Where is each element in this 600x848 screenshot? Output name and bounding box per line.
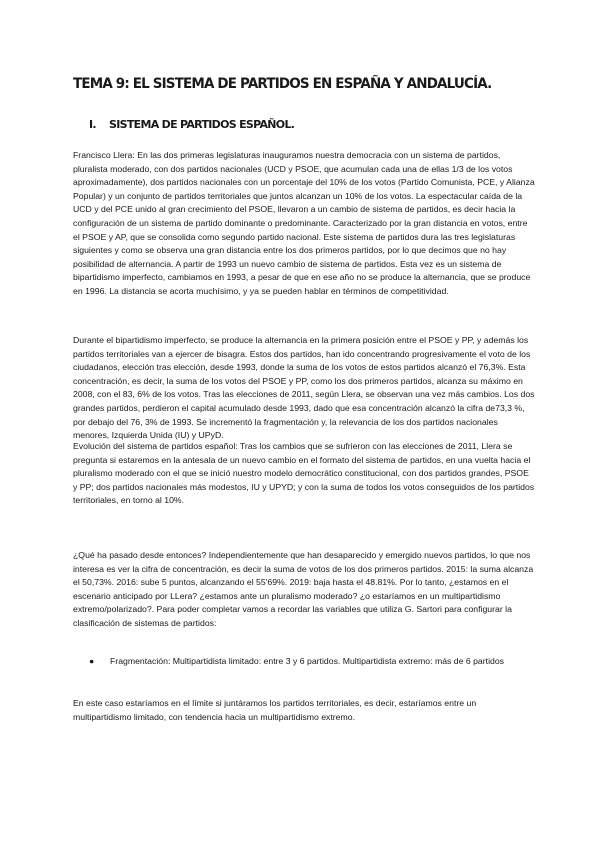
bullet-item-fragmentacion	[73, 655, 535, 669]
bullet-text: Fragmentación: Multipartidista limitado: entre 3 y 6 partidos. Multipartidista extremo: más de 6 partidos	[110, 656, 505, 666]
section-title: SISTEMA DE PARTIDOS ESPAÑOL.	[109, 118, 295, 131]
document-title: TEMA 9: EL SISTEMA DE PARTIDOS EN ESPAÑA Y ANDALUCÍA.	[73, 76, 492, 92]
section-heading	[89, 118, 294, 131]
bullet-icon: ●	[89, 656, 95, 666]
section-number: I.	[89, 118, 96, 131]
paragraph-conclusion: En este caso estaríamos en el límite si juntáramos los partidos territoriales, es decir, estaríamos entre un multipartidismo limitado, con tendencia hacia un multipartidismo extremo.	[73, 698, 477, 722]
paragraph-evolucion: Evolución del sistema de partidos español: Tras los cambios que se sufrieron con las elecciones de 2011, Llera se pregunta si estaremos en la antesala de un nuevo cambio en el formato del sistema de partidos, en una vuelta hacia el pluralismo moderado con el que se inició nuestro modelo democrático constitucional, con dos partidos grandes, PSOE y PP; dos partidos nacionales más modestos, IU y UPYD; y con la suma de todos los votos conseguidos de los partidos territoriales, en torno al 10%.	[73, 441, 535, 506]
paragraph-desde-entonces: ¿Qué ha pasado desde entonces? Independientemente que han desaparecido y emergido nuevos partidos, lo que nos interesa es ver la cifra de concentración, es decir la suma de votos de los dos primeros partidos. 2015: la suma alcanza el 50,73%. 2016: sube 5 puntos, alcanzando el 55'69%. 2019: baja hasta el 48.81%. Por lo tanto, ¿estamos en el escenario anticipado por LLera? ¿estamos ante un pluralismo moderado? ¿o estaríamos en un multipartidismo extremo/polarizado?. Para poder completar vamos a recordar las variables que utiliza G. Sartori para configurar la clasificación de sistemas de partidos:	[73, 550, 534, 628]
paragraph-llera-intro: Francisco Llera: En las dos primeras legislaturas inauguramos nuestra democracia con un sistema de partidos, pluralista moderado, con dos partidos nacionales (UCD y PSOE, que acumulan cada una de ellas 1/3 de los votos aproximadamente), dos partidos nacionales con un porcentaje del 10% de los votos (Partido Comunista, PCE, y Alianza Popular) y un conjunto de partidos territoriales que juntos alcanzan un 10% de los votos. La espectacular caída de la UCD y del PCE unido al gran crecimiento del PSOE, llevaron a un cambio de sistema de partidos, es decir hacia la configuración de un sistema de partido dominante o predominante. Caracterizado por la gran distancia en votos, entre el PSOE y AP, que se consolida como segundo partido nacional. Este sistema de partidos dura las tres legislaturas siguientes y como se observa una gran distancia entre los dos primeros partidos, por lo que decimos que no hay posibilidad de alternancia. A partir de 1993 un nuevo cambio de sistema de partidos. Esta vez es un sistema de bipartidismo imperfecto, cambiamos en 1993, a pesar de que en ese año no se produce la alternancia, que se produce en 1996. La distancia se acorta muchísimo, y ya se pueden hablar en términos de competitividad.	[73, 150, 535, 296]
bullet-list	[73, 655, 535, 669]
paragraph-bipartidismo: Durante el bipartidismo imperfecto, se produce la alternancia en la primera posición entre el PSOE y PP, y además los partidos territoriales van a ejercer de bisagra. Estos dos partidos, han ido concentrando progresivamente el voto de los ciudadanos, elección tras elección, desde 1993, donde la suma de los votos de estos partidos alcanzó el 76,3%. Esta concentración, es decir, la suma de los votos del PSOE y PP, como los dos primeros partidos, alcanza su máximo en 2008, con el 83, 6% de los votos. Tras las elecciones de 2011, según Llera, se observan una vez más cambios. Los dos grandes partidos, perdieron el capital acumulado desde 1993, dado que esa concentración alcanzó la cifra de73,3 %, por debajo del 76, 3% de 1993. Se incrementó la fragmentación y, la relevancia de los dos partidos nacionales menores, Izquierda Unida (IU) y UPyD.	[73, 335, 535, 441]
